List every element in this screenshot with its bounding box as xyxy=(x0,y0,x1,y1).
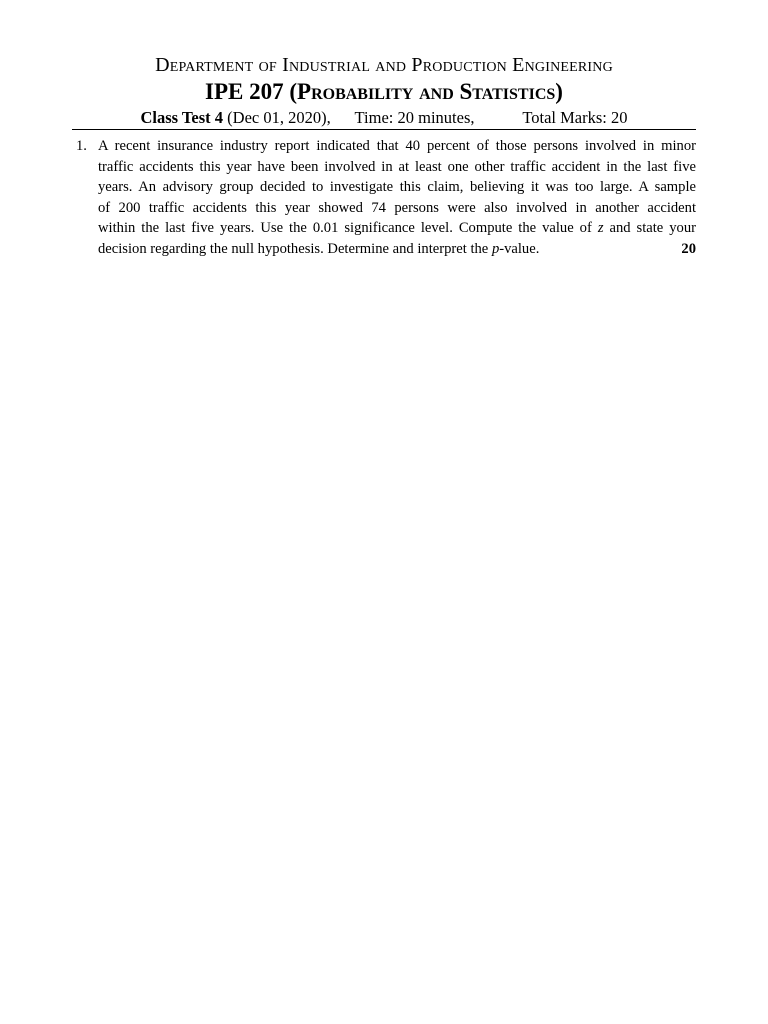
question-line-part: decision regarding the null hypothesis. Determine and interpret the xyxy=(98,240,489,257)
question-number: 1. xyxy=(76,138,87,154)
question-line: years. An advisory group decided to investigate this claim, believing it was too large. A sample xyxy=(98,179,696,195)
course-title: Probability and Statistics xyxy=(297,79,556,104)
test-label: Class Test 4 xyxy=(140,108,224,127)
variable-p: p xyxy=(491,240,500,257)
question-marks: 20 xyxy=(681,240,696,257)
question-line xyxy=(98,218,696,239)
question-text xyxy=(98,136,696,259)
question-item xyxy=(72,136,696,259)
course-title-wrapper xyxy=(289,79,563,104)
question-line: traffic accidents this year have been involved in at least one other traffic accident in the last five xyxy=(98,158,696,175)
question-line-part: within the last five years. Use the 0.01 significance level. Compute the value of xyxy=(98,220,592,236)
department-name: Department of Industrial and Production Engineering xyxy=(155,54,613,76)
test-meta xyxy=(72,107,696,129)
course-title-open: ( xyxy=(289,79,298,104)
question-line: A recent insurance industry report indicated that 40 percent of those persons involved in minor xyxy=(98,138,696,154)
course-code: IPE 207 xyxy=(205,79,284,104)
question-line: of 200 traffic accidents this year showed 74 persons were also involved in another accident xyxy=(98,199,696,216)
course-title-close: ) xyxy=(555,79,563,104)
header-divider xyxy=(72,129,696,130)
question-line xyxy=(98,239,696,260)
test-time: Time: 20 minutes, xyxy=(354,108,475,127)
question-line-part: and state your xyxy=(609,220,696,236)
course-heading xyxy=(72,78,696,106)
variable-z: z xyxy=(597,220,604,236)
question-line-part: -value. xyxy=(499,240,540,257)
exam-header xyxy=(72,52,696,129)
test-date: (Dec 01, 2020), xyxy=(227,108,331,127)
total-marks: Total Marks: 20 xyxy=(522,108,628,127)
